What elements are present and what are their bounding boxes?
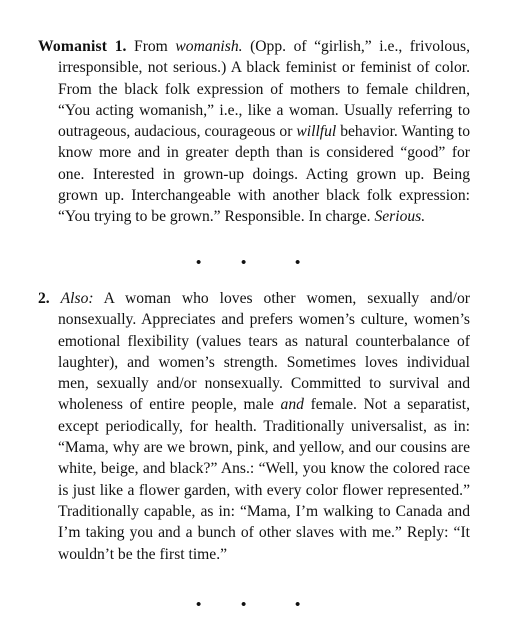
definition-entry-2 [38, 288, 470, 565]
entry1-italic-b: willful [296, 123, 337, 141]
headword: Womanist [38, 38, 108, 55]
sense-number-2: 2. [38, 290, 50, 307]
separator-dot: • [295, 255, 301, 271]
entry1-text-b: (Opp. of “girlish,” i.e., frivolous, irresponsible, not serious.) A black feminist or feminist of color. From the black folk expression of mothers to female children, “You acting womanish,” i.e., like a woman. Usually referring to outrageous, audacious, courageous or [58, 38, 470, 141]
entry2-text-b: female. Not a separatist, except periodically, for health. Traditionally universalist, as in: “Mama, why are we brown, pink, and yellow, and our cousins are white, beige, and black?” Ans.: “Well, you know the colored race is just like a flower garden, with every color flower represented.” Traditionally capable, as in: “Mama, I’m walking to Canada and I’m taking you and a bunch of other slaves with me.” Reply: “It wouldn’t be the first time.” [58, 396, 470, 563]
separator-dot: • [196, 597, 202, 613]
entry1-italic-a: womanish. [175, 38, 243, 55]
separator-dot: • [196, 255, 202, 271]
entry1-text-a: From [134, 38, 168, 55]
entry2-lead-italic: Also: [60, 290, 94, 307]
definition-entry-1 [38, 36, 470, 228]
entry2-text-a: A woman who loves other women, sexually and/or nonsexually. Appreciates and prefers women’s culture, women’s emotional flexibility (values tears as natural counterbalance of laughter), and women’s strength. Sometimes loves individual men, sexually and/or nonsexually. Committed to survival and wholeness of entire people, male [58, 290, 471, 414]
separator-dot: • [241, 597, 247, 613]
entry2-italic-a: and [280, 396, 304, 414]
separator-dot: • [295, 597, 301, 613]
entry1-text-c: behavior. Wanting to know more and in greater depth than is considered “good” for one. Interested in grown-up doings. Acting grown up. Being grown up. Interchangeable with another black folk expression: “You trying to be grown.” Responsible. In charge. [58, 123, 470, 226]
section-separator-1 [0, 255, 510, 271]
separator-dot: • [241, 255, 247, 271]
sense-number-1: 1. [114, 38, 127, 55]
section-separator-2 [0, 597, 510, 613]
entry1-italic-c: Serious. [374, 208, 426, 226]
